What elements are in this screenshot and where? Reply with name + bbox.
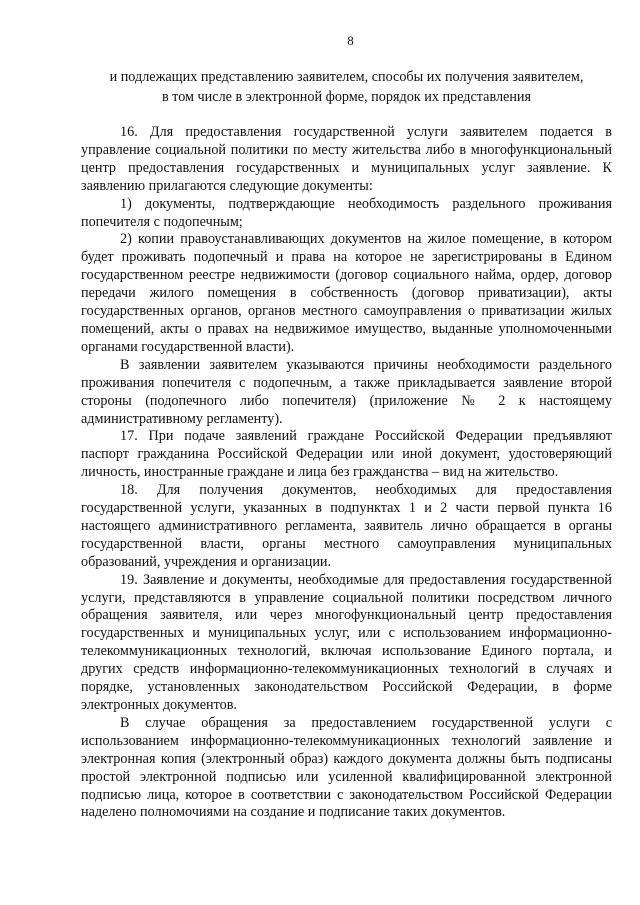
heading-line-1: и подлежащих представлению заявителем, способы их получения заявителем, xyxy=(109,69,584,85)
paragraph-17: 17. При подаче заявлений граждане Российской Федерации предъявляют паспорт гражданина Российской Федерации или иной документ, удостоверяющий личность, иностранные граждане и лица без гражданства – вид на жительство. xyxy=(81,428,612,481)
paragraph-19-electronic: В случае обращения за предоставлением государственной услуги с использованием информационно-телекоммуникационных технологий заявление и электронная копия (электронный образ) каждого документа должны быть подписаны простой электронной подписью или усиленной квалифицированной электронной подписью лица, которое в соответствии с законодательством Российской Федерации наделено полномочиями на создание и подписание таких документов. xyxy=(81,714,612,821)
heading-line-2: в том числе в электронной форме, порядок их представления xyxy=(161,88,532,105)
paragraph-16: 16. Для предоставления государственной услуги заявителем подается в управление социальной политики по месту жительства либо в многофункциональный центр предоставления государственных и муниципальных услуг заявление. К заявлению прилагаются следующие документы: xyxy=(81,124,612,194)
paragraph-19: 19. Заявление и документы, необходимые для предоставления государственной услуги, представляются в управление социальной политики посредством личного обращения заявителя, или через многофункциональный центр предоставления государственных и муниципальных услуг, или с использованием информационно-телекоммуникационных технологий, включая использование Единого портала, и других средств информационно-телекоммуникационных технологий в случаях и порядке, установленных законодательством Российской Федерации, в форме электронных документов. xyxy=(81,571,612,713)
paragraph-16-item-1: 1) документы, подтверждающие необходимость раздельного проживания попечителя с подопечным; xyxy=(81,195,612,230)
paragraph-16-note: В заявлении заявителем указываются причины необходимости раздельного проживания попечителя с подопечным, а также прикладывается заявление второй стороны (подопечного либо попечителя) (приложение № 2 к настоящему административному регламенту). xyxy=(81,356,612,427)
paragraph-16-item-2: 2) копии правоустанавливающих документов на жилое помещение, в котором будет проживать подопечный и права на которое не зарегистрированы в Едином государственном реестре недвижимости (договор социального найма, ордер, договор передачи жилого помещения в собственность (договор приватизации), акты государственных органов, органов местного самоуправления о приватизации жилых помещений, акты о правах на недвижимое имущество, выданные уполномоченными органами государственной власти). xyxy=(81,231,612,355)
paragraph-18: 18. Для получения документов, необходимых для предоставления государственной услуги, указанных в подпунктах 1 и 2 части первой пункта 16 настоящего административного регламента, заявитель лично обращается в органы государственной власти, органы местного самоуправления муниципальных образований, учреждения и организации. xyxy=(81,482,612,570)
section-heading xyxy=(81,68,612,107)
page-number: 8 xyxy=(347,33,354,48)
